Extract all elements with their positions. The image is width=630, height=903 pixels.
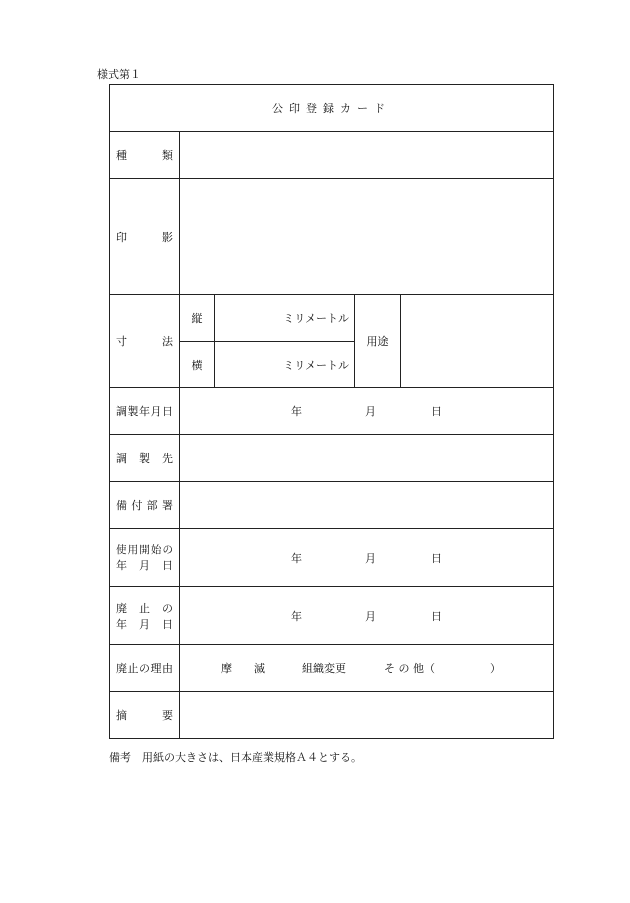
horizontal-mm-field[interactable]: ミリメートル bbox=[215, 342, 355, 388]
made-date-year: 年 bbox=[291, 405, 302, 418]
use-field[interactable] bbox=[401, 295, 554, 388]
reason-option-other[interactable]: そ の 他（ ） bbox=[384, 662, 501, 675]
abolish-reason-field bbox=[180, 645, 554, 692]
abolish-date-month: 月 bbox=[365, 609, 376, 623]
start-date-month: 月 bbox=[365, 551, 376, 565]
abolish-date-field[interactable] bbox=[180, 587, 554, 645]
seal-registration-form bbox=[109, 84, 554, 739]
abolish-date-label bbox=[110, 587, 180, 645]
note-text: 備考 用紙の大きさは、日本産業規格Ａ４とする。 bbox=[109, 751, 362, 764]
abolish-reason-label: 廃止の理由 bbox=[110, 645, 180, 692]
abolish-date-label-line1: 廃止の bbox=[116, 601, 173, 615]
made-date-label: 調製年月日 bbox=[110, 388, 180, 435]
summary-field[interactable] bbox=[180, 692, 554, 739]
vertical-mm-field[interactable]: ミリメートル bbox=[215, 295, 355, 342]
start-date-label bbox=[110, 529, 180, 587]
reason-option-wear[interactable]: 摩 滅 bbox=[221, 662, 265, 675]
abolish-date-day: 日 bbox=[431, 609, 442, 623]
start-date-label-line2: 年月日 bbox=[116, 559, 173, 572]
form-title: 公印登録カード bbox=[110, 85, 554, 132]
impression-label: 印影 bbox=[110, 179, 180, 295]
start-date-day: 日 bbox=[431, 551, 442, 565]
reason-option-reorganization[interactable]: 組織変更 bbox=[302, 662, 346, 675]
start-date-label-line1: 使用開始の bbox=[116, 544, 173, 556]
abolish-date-year: 年 bbox=[291, 609, 302, 623]
summary-label: 摘要 bbox=[110, 692, 180, 739]
made-date-field[interactable] bbox=[180, 388, 554, 435]
form-number-label: 様式第１ bbox=[97, 68, 141, 81]
use-label: 用途 bbox=[355, 295, 401, 388]
abolish-date-label-line2: 年月日 bbox=[116, 617, 173, 631]
horizontal-label: 横 bbox=[180, 342, 215, 388]
start-date-year: 年 bbox=[291, 551, 302, 565]
impression-field[interactable] bbox=[180, 179, 554, 295]
department-label: 備付部署 bbox=[110, 482, 180, 529]
start-date-field[interactable] bbox=[180, 529, 554, 587]
maker-field[interactable] bbox=[180, 435, 554, 482]
size-label: 寸法 bbox=[110, 295, 180, 388]
made-date-day: 日 bbox=[431, 405, 442, 418]
kind-label: 種類 bbox=[110, 132, 180, 179]
vertical-label: 縦 bbox=[180, 295, 215, 342]
maker-label: 調製先 bbox=[110, 435, 180, 482]
kind-field[interactable] bbox=[180, 132, 554, 179]
department-field[interactable] bbox=[180, 482, 554, 529]
made-date-month: 月 bbox=[365, 405, 376, 418]
